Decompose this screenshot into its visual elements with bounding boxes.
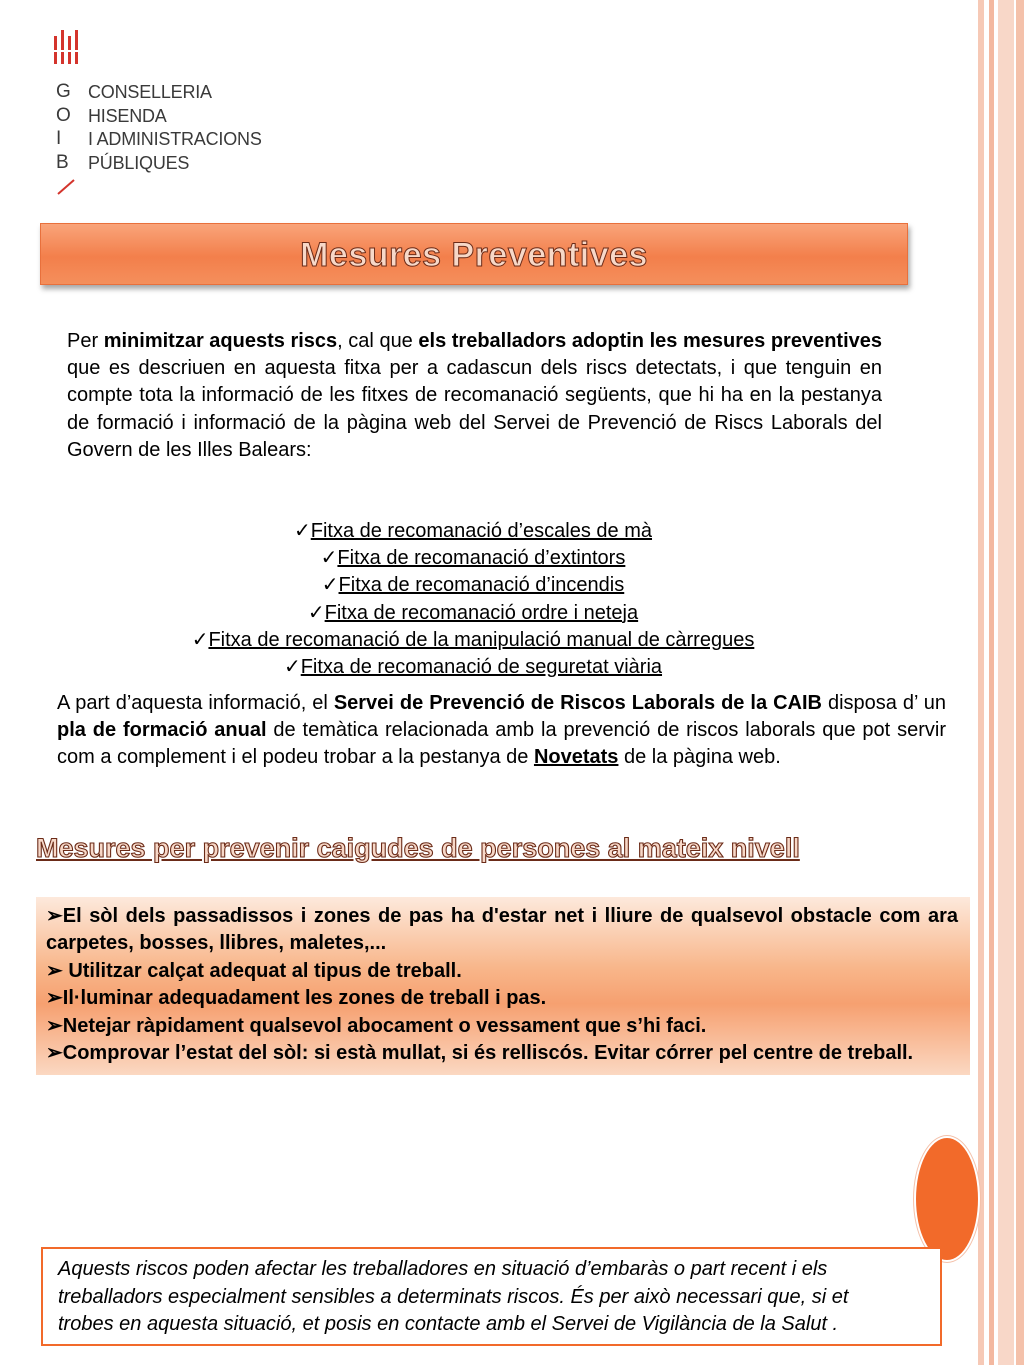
- measure-text: Netejar ràpidament qualsevol abocament o vessament que s’hi faci.: [62, 1014, 707, 1037]
- recommendation-links: [40, 518, 906, 681]
- intro-paragraph: [67, 328, 882, 464]
- recommendation-link[interactable]: Fitxa de recomanació de la manipulació manual de càrregues: [208, 628, 755, 651]
- measure-text: El sòl dels passadissos i zones de pas ha d'estar net i lliure de qualsevol obstacle com ara carpetes, bosses, llibres, maletes,...: [46, 905, 958, 955]
- decorative-stripe: [1016, 0, 1024, 1365]
- check-icon: ✓: [283, 656, 301, 679]
- list-item: [40, 654, 906, 681]
- arrow-bullet-icon: ➢: [46, 1014, 63, 1037]
- paragraph-text: de temàtica relacionada amb la prevenció de riscos laborals que pot servir com a complement i el podeu trobar a la pestanya de: [57, 719, 946, 769]
- health-surveillance-note: Aquests riscos poden afectar les treballadores en situació d’embaràs o part recent i els treballadors especialment sensibles a determinats riscos. És per això necessari que, si et trobes en aquesta situació, et posis en contacte amb el Servei de Vigilància de la Salut .: [58, 1258, 849, 1336]
- check-icon: ✓: [307, 601, 325, 624]
- department-line: I ADMINISTRACIONS: [88, 129, 262, 149]
- intro-bold-text: els treballadors adoptin les mesures preventives: [418, 330, 882, 352]
- logo-letter: O: [56, 104, 71, 126]
- paragraph-bold-text: pla de formació anual: [57, 719, 267, 742]
- logo-letters: [56, 80, 71, 174]
- measure-text: Comprovar l’estat del sòl: si està mullat, si és relliscós. Evitar córrer pel centre de treball.: [62, 1042, 914, 1065]
- check-icon: ✓: [320, 547, 338, 570]
- goib-logo: [52, 28, 292, 208]
- logo-letter: G: [56, 81, 71, 102]
- measure-text: Utilitzar calçat adequat al tipus de treball.: [62, 959, 462, 982]
- title-banner: [40, 223, 908, 285]
- list-item: [46, 903, 958, 958]
- intro-bold-text: minimitzar aquests riscs: [103, 330, 338, 352]
- measure-text: Il·luminar adequadament les zones de treball i pas.: [62, 987, 547, 1010]
- paragraph-bold-text: Servei de Prevenció de Riscos Laborals de la CAIB: [333, 692, 822, 714]
- list-item: [46, 985, 958, 1012]
- logo-letter: I: [56, 128, 62, 149]
- list-item: [46, 958, 958, 985]
- intro-text: que es descriuen en aquesta fitxa per a cadascun dels riscs detectats, i que tenguin en compte tota la informació de les fitxes de recomanació següents, que hi ha en la pestanya de formació i informació de la pàgina web del Servei de Prevenció de Riscs Laborals del Govern de les Illes Balears:: [67, 357, 882, 461]
- slash-icon: [56, 178, 76, 196]
- paragraph-text: A part d’aquesta informació, el: [57, 692, 334, 714]
- department-line: CONSELLERIA: [88, 82, 212, 102]
- decorative-stripe: [989, 0, 994, 1365]
- list-item: [46, 1040, 958, 1067]
- arrow-bullet-icon: ➢: [46, 987, 63, 1010]
- logo-letter: B: [56, 151, 69, 173]
- list-item: [40, 572, 906, 599]
- training-paragraph: [57, 690, 946, 772]
- paragraph-text: de la pàgina web.: [618, 746, 781, 769]
- check-icon: ✓: [321, 574, 339, 597]
- recommendation-link[interactable]: Fitxa de recomanació de seguretat viària: [300, 656, 663, 679]
- arrow-bullet-icon: ➢: [46, 905, 63, 927]
- recommendation-link[interactable]: Fitxa de recomanació d’extintors: [337, 547, 626, 570]
- intro-text: Per: [67, 330, 104, 352]
- check-icon: ✓: [191, 628, 209, 651]
- list-item: [40, 518, 906, 545]
- novetats-link[interactable]: Novetats: [533, 746, 619, 769]
- arrow-bullet-icon: ➢: [46, 1042, 63, 1065]
- department-line: PÚBLIQUES: [88, 152, 190, 173]
- decorative-circle: [914, 1136, 980, 1262]
- list-item: [46, 1013, 958, 1040]
- department-name: [88, 81, 262, 175]
- list-item: [40, 600, 906, 627]
- arrow-bullet-icon: ➢: [46, 959, 63, 982]
- balearic-flag-icon: [52, 28, 82, 68]
- list-item: [40, 627, 906, 654]
- paragraph-text: disposa d’ un: [821, 692, 946, 714]
- measures-list: [46, 903, 958, 1067]
- section-heading: Mesures per prevenir caigudes de persones al mateix nivell: [36, 833, 800, 863]
- intro-text: , cal que: [337, 330, 419, 352]
- check-icon: ✓: [293, 520, 311, 542]
- department-line: HISENDA: [88, 105, 167, 126]
- decorative-stripe: [998, 0, 1014, 1365]
- recommendation-link[interactable]: Fitxa de recomanació ordre i neteja: [324, 601, 639, 624]
- recommendation-link[interactable]: Fitxa de recomanació d’escales de mà: [310, 520, 653, 542]
- list-item: [40, 545, 906, 572]
- decorative-stripe: [978, 0, 984, 1365]
- recommendation-link[interactable]: Fitxa de recomanació d’incendis: [338, 574, 625, 597]
- page-title: Mesures Preventives: [300, 236, 648, 274]
